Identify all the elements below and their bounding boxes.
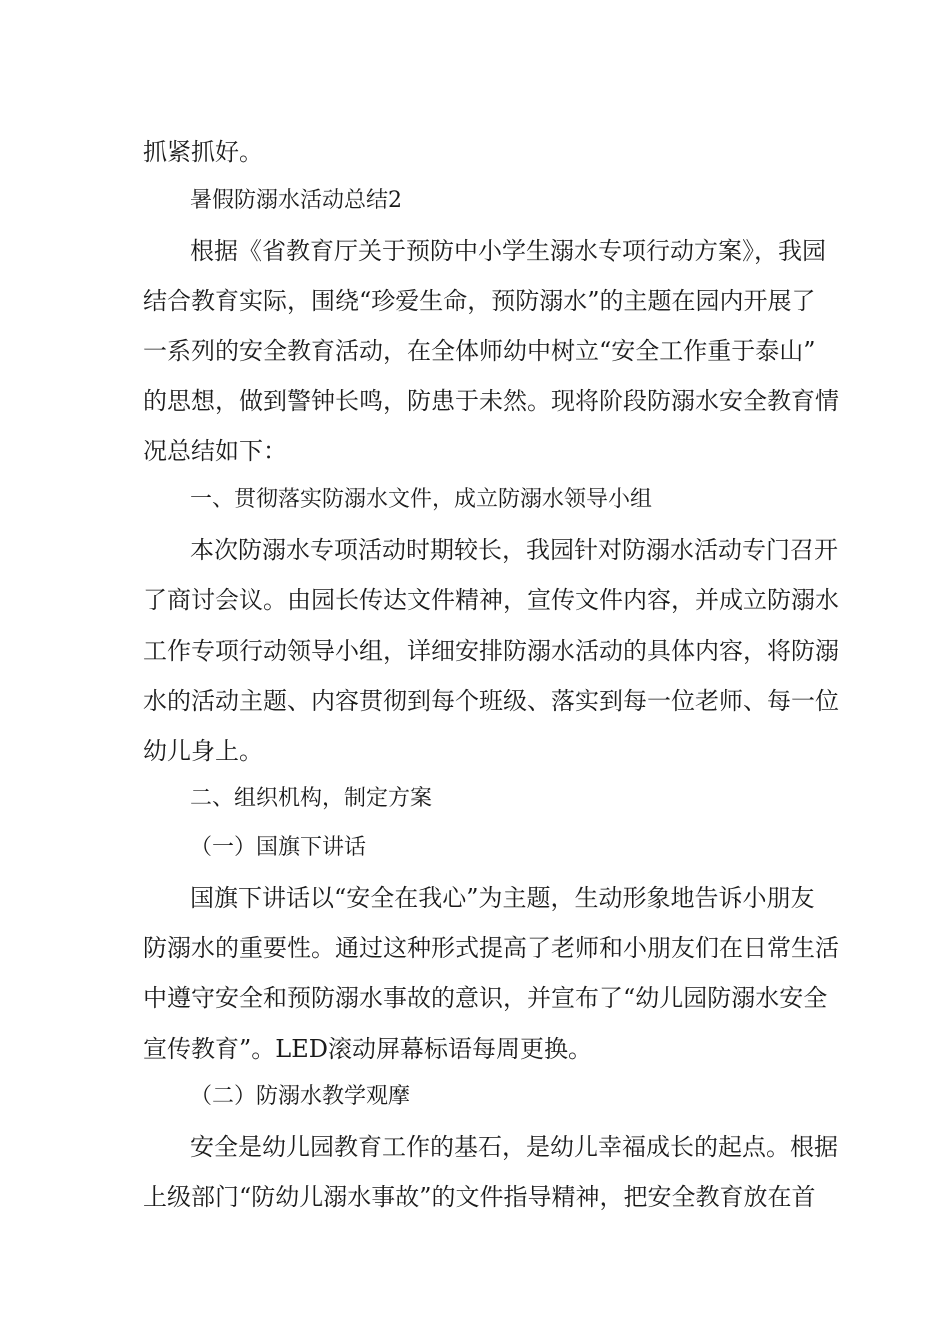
paragraph-line: 防溺水的重要性。通过这种形式提高了老师和小朋友们在日常生活	[143, 934, 839, 962]
paragraph-line: 中遵守安全和预防溺水事故的意识，并宣布了“幼儿园防溺水安全	[143, 984, 828, 1012]
paragraph-line: 上级部门“防幼儿溺水事故”的文件指导精神，把安全教育放在首	[143, 1183, 816, 1211]
paragraph-line: 抓紧抓好。	[143, 138, 263, 166]
paragraph-line: 幼儿身上。	[143, 737, 263, 765]
paragraph-line: 结合教育实际，围绕“珍爱生命，预防溺水”的主题在园内开展了	[143, 287, 816, 315]
paragraph-line: 国旗下讲话以“安全在我心”为主题，生动形象地告诉小朋友	[190, 884, 815, 912]
paragraph-line: 的思想，做到警钟长鸣，防患于未然。现将阶段防溺水安全教育情	[143, 387, 839, 415]
paragraph-line: 宣传教育”。LED滚动屏幕标语每周更换。	[143, 1035, 592, 1063]
section-heading: 二、组织机构，制定方案	[190, 786, 433, 811]
section-heading: 一、贯彻落实防溺水文件，成立防溺水领导小组	[190, 487, 653, 512]
paragraph-line: 况总结如下：	[143, 437, 287, 465]
paragraph-line: 了商讨会议。由园长传达文件精神，宣传文件内容，并成立防溺水	[143, 586, 839, 614]
subsection-heading: （二）防溺水教学观摩	[190, 1084, 411, 1109]
subsection-heading: （一）国旗下讲话	[190, 835, 367, 860]
paragraph-line: 工作专项行动领导小组，详细安排防溺水活动的具体内容，将防溺	[143, 637, 839, 665]
paragraph-line: 安全是幼儿园教育工作的基石，是幼儿幸福成长的起点。根据	[190, 1133, 838, 1161]
paragraph-line: 本次防溺水专项活动时期较长，我园针对防溺水活动专门召开	[190, 536, 838, 564]
section-title: 暑假防溺水活动总结2	[190, 188, 402, 213]
paragraph-line: 水的活动主题、内容贯彻到每个班级、落实到每一位老师、每一位	[143, 687, 839, 715]
paragraph-line: 根据《省教育厅关于预防中小学生溺水专项行动方案》，我园	[190, 237, 826, 265]
paragraph-line: 一系列的安全教育活动，在全体师幼中树立“安全工作重于泰山”	[143, 337, 816, 365]
